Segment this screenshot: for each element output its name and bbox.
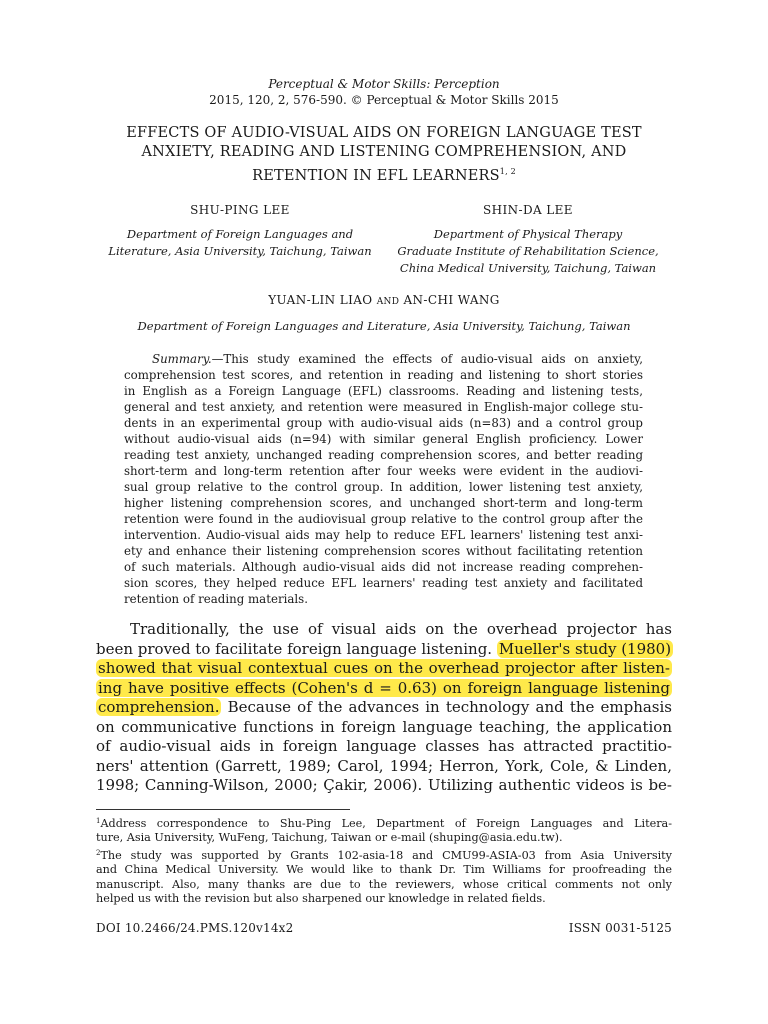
title-line-2: ANXIETY, READING AND LISTENING COMPREHENSION, AND bbox=[141, 144, 627, 160]
footnotes: $^1$Address correspondence to Shu-Ping Lee, Department of Foreign Languages and Litera- ture, Asia University, WuFeng, Taichung, Taiwan or e-mail (shuping@asia.edu.tw). $^2$The study was supported by Grants 102-asia-18 and CMU99-ASIA-03 from Asia University and China Medical University. We would like to thank Dr. Tim Williams for proofreading the manuscript. Also, many thanks are due to the reviewers, whose critical comments not only helped us with the revision but also sharpened our knowledge in related fields. bbox=[96, 814, 672, 906]
highlighted-text: ing have positive effects (Cohen's d = 0.63) on foreign language listening bbox=[98, 678, 670, 697]
paper-title bbox=[96, 124, 672, 186]
footnote-divider bbox=[96, 809, 350, 810]
author-names: YUAN-LIN LIAO AND AN-CHI WANG bbox=[268, 293, 500, 307]
author-affiliation: Department of Foreign Languages and Literature, Asia University, Taichung, Taiwan bbox=[108, 227, 372, 258]
author-affiliation: Department of Foreign Languages and Literature, Asia University, Taichung, Taiwan bbox=[137, 319, 631, 333]
author-name: SHU-PING LEE bbox=[190, 203, 290, 217]
title-line-3: RETENTION IN EFL LEARNERS$^{1, 2}$ bbox=[252, 167, 516, 184]
highlighted-text: Mueller's study (1980) bbox=[498, 639, 672, 658]
issn: ISSN 0031-5125 bbox=[568, 921, 672, 935]
highlighted-text: comprehension. bbox=[98, 698, 220, 716]
doi: DOI 10.2466/24.PMS.120v14x2 bbox=[96, 921, 294, 935]
author-name: SHIN-DA LEE bbox=[483, 203, 573, 217]
abstract: Summary.—This study examined the effects of audio-visual aids on anxiety, comprehension test scores, and retention in reading and listening to short stories in English as a Foreign Language (EFL) classrooms. Reading and listening tests, general and test anxiety, and retention were measured in English-major college stu- dents in an experimental group with audio-visual aids (n=83) and a control group without audio-visual aids (n=94) with similar general English proficiency. Lower reading test anxiety, unchanged reading comprehension scores, and better reading short-term and long-term retention after four weeks were evident in the audiovi- sual group relative to the control group. In addition, lower listening test anxiety, higher listening comprehension scores, and unchanged short-term and long-term retention were found in the audiovisual group relative to the control group after the intervention. Audio-visual aids may help to reduce EFL learners' listening test anxi- ety and enhance their listening comprehension scores without facilitating retention of such materials. Although audio-visual aids did not increase reading comprehen- sion scores, they helped reduce EFL learners' reading test anxiety and facilitated retention of reading materials. bbox=[124, 352, 643, 606]
title-footnote-marks: 1, 2 bbox=[499, 167, 516, 176]
highlighted-text: showed that visual contextual cues on the overhead projector after listen- bbox=[98, 659, 670, 677]
abstract-label: Summary. bbox=[152, 352, 212, 366]
body-text: Traditionally, the use of visual aids on the overhead projector has been proved to facilitate foreign language listening. Mueller's study (1980) showed that visual contextual cues on the overhead projector after listen- ing have positive effects (Cohen's d = 0.63) on foreign language listening comprehension. Because of the advances in technology and the emphasis on communicative functions in foreign language teaching, the application of audio-visual aids in foreign language classes has attracted practitio- ners' attention (Garrett, 1989; Carol, 1994; Herron, York, Cole, & Linden, 1998; Canning-Wilson, 2000; Çakir, 2006). Utilizing authentic videos is be- bbox=[96, 620, 672, 794]
journal-name: Perceptual & Motor Skills: Perception bbox=[268, 77, 500, 91]
footnote-1: $^1$Address correspondence to Shu-Ping Lee, Department of Foreign Languages and Litera- bbox=[96, 817, 672, 830]
footnote-2: $^2$The study was supported by Grants 102-asia-18 and CMU99-ASIA-03 from Asia University bbox=[96, 848, 672, 862]
journal-citation: 2015, 120, 2, 576-590. © Perceptual & Motor Skills 2015 bbox=[209, 93, 559, 107]
title-line-1: EFFECTS OF AUDIO-VISUAL AIDS ON FOREIGN LANGUAGE TEST bbox=[126, 125, 642, 141]
author-affiliation: Department of Physical Therapy Graduate Institute of Rehabilitation Science, China Medical University, Taichung, Taiwan bbox=[397, 227, 659, 275]
